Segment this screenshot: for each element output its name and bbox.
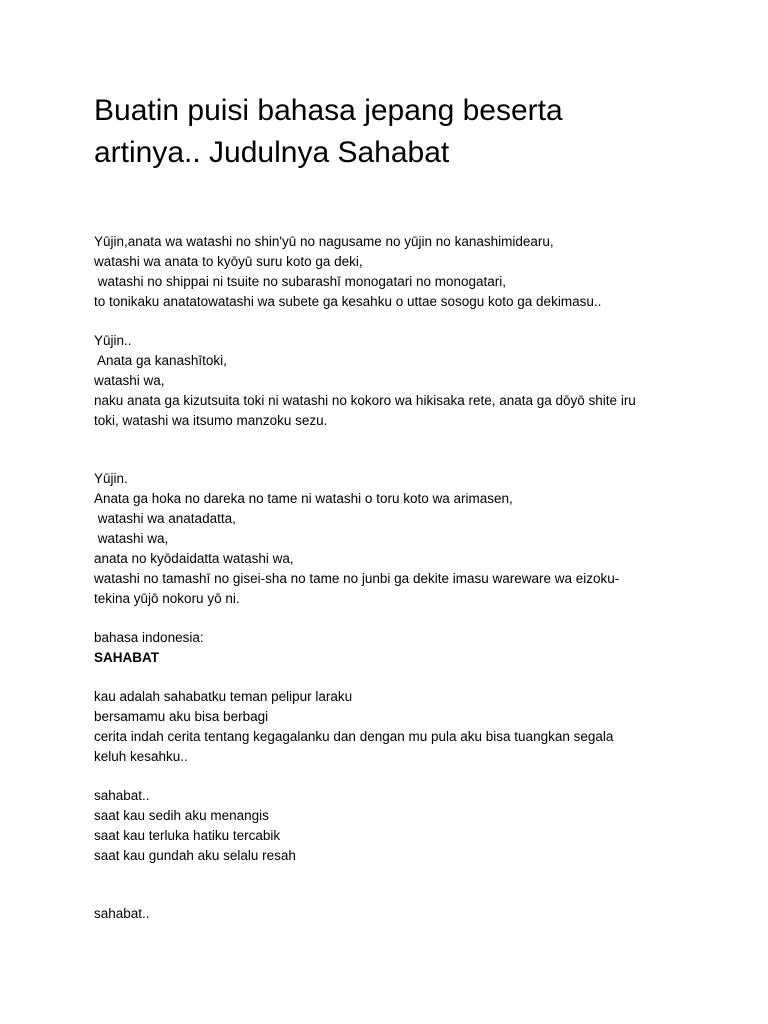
translation-label: bahasa indonesia: [94, 630, 204, 645]
stanza6-line-1: sahabat.. [94, 906, 150, 921]
stanza1-line-3: watashi no shippai ni tsuite no subarashī monogatari no monogatari, [94, 274, 507, 289]
stanza5-line-1: sahabat.. [94, 788, 150, 803]
stanza3-line-1: Yūjin. [94, 471, 128, 486]
stanza3-line-2: Anata ga hoka no dareka no tame ni watashi o toru koto wa arimasen, [94, 491, 513, 506]
stanza4-line-4: keluh kesahku.. [94, 749, 188, 764]
stanza2-line-2: Anata ga kanashītoki, [94, 353, 227, 368]
stanza5-line-4: saat kau gundah aku selalu resah [94, 848, 296, 863]
stanza4-line-1: kau adalah sahabatku teman pelipur laraku [94, 689, 353, 704]
stanza1-line-4: to tonikaku anatatowatashi wa subete ga kesahku o uttae sosogu koto ga dekimasu.. [94, 294, 602, 309]
stanza2-line-4: naku anata ga kizutsuita toki ni watashi no kokoro wa hikisaka rete, anata ga dōyō shite iru [94, 393, 636, 408]
stanza3-line-6: watashi no tamashī no gisei-sha no tame no junbi ga dekite imasu wareware wa eizoku- [94, 571, 620, 586]
stanza4-line-3: cerita indah cerita tentang kegagalanku dan dengan mu pula aku bisa tuangkan segala [94, 729, 614, 744]
translation-title: SAHABAT [94, 650, 159, 665]
title-line-1: Buatin puisi bahasa jepang beserta [94, 94, 563, 127]
stanza4-line-2: bersamamu aku bisa berbagi [94, 709, 269, 724]
stanza5-line-3: saat kau terluka hatiku tercabik [94, 828, 281, 843]
stanza3-line-7: tekina yūjō nokoru yō ni. [94, 591, 240, 606]
stanza1-line-1: Yūjin,anata wa watashi no shin'yū no nagusame no yūjin no kanashimidearu, [94, 234, 554, 249]
stanza3-line-4: watashi wa, [94, 531, 169, 546]
stanza3-line-5: anata no kyōdaidatta watashi wa, [94, 551, 294, 566]
stanza5-line-2: saat kau sedih aku menangis [94, 808, 269, 823]
stanza2-line-1: Yūjin.. [94, 333, 132, 348]
document-title [94, 90, 694, 174]
stanza1-line-2: watashi wa anata to kyōyū suru koto ga deki, [94, 254, 363, 269]
title-line-2: artinya.. Judulnya Sahabat [94, 136, 450, 169]
stanza2-line-5: toki, watashi wa itsumo manzoku sezu. [94, 413, 328, 428]
stanza3-line-3: watashi wa anatadatta, [94, 511, 236, 526]
stanza2-line-3: watashi wa, [94, 373, 165, 388]
